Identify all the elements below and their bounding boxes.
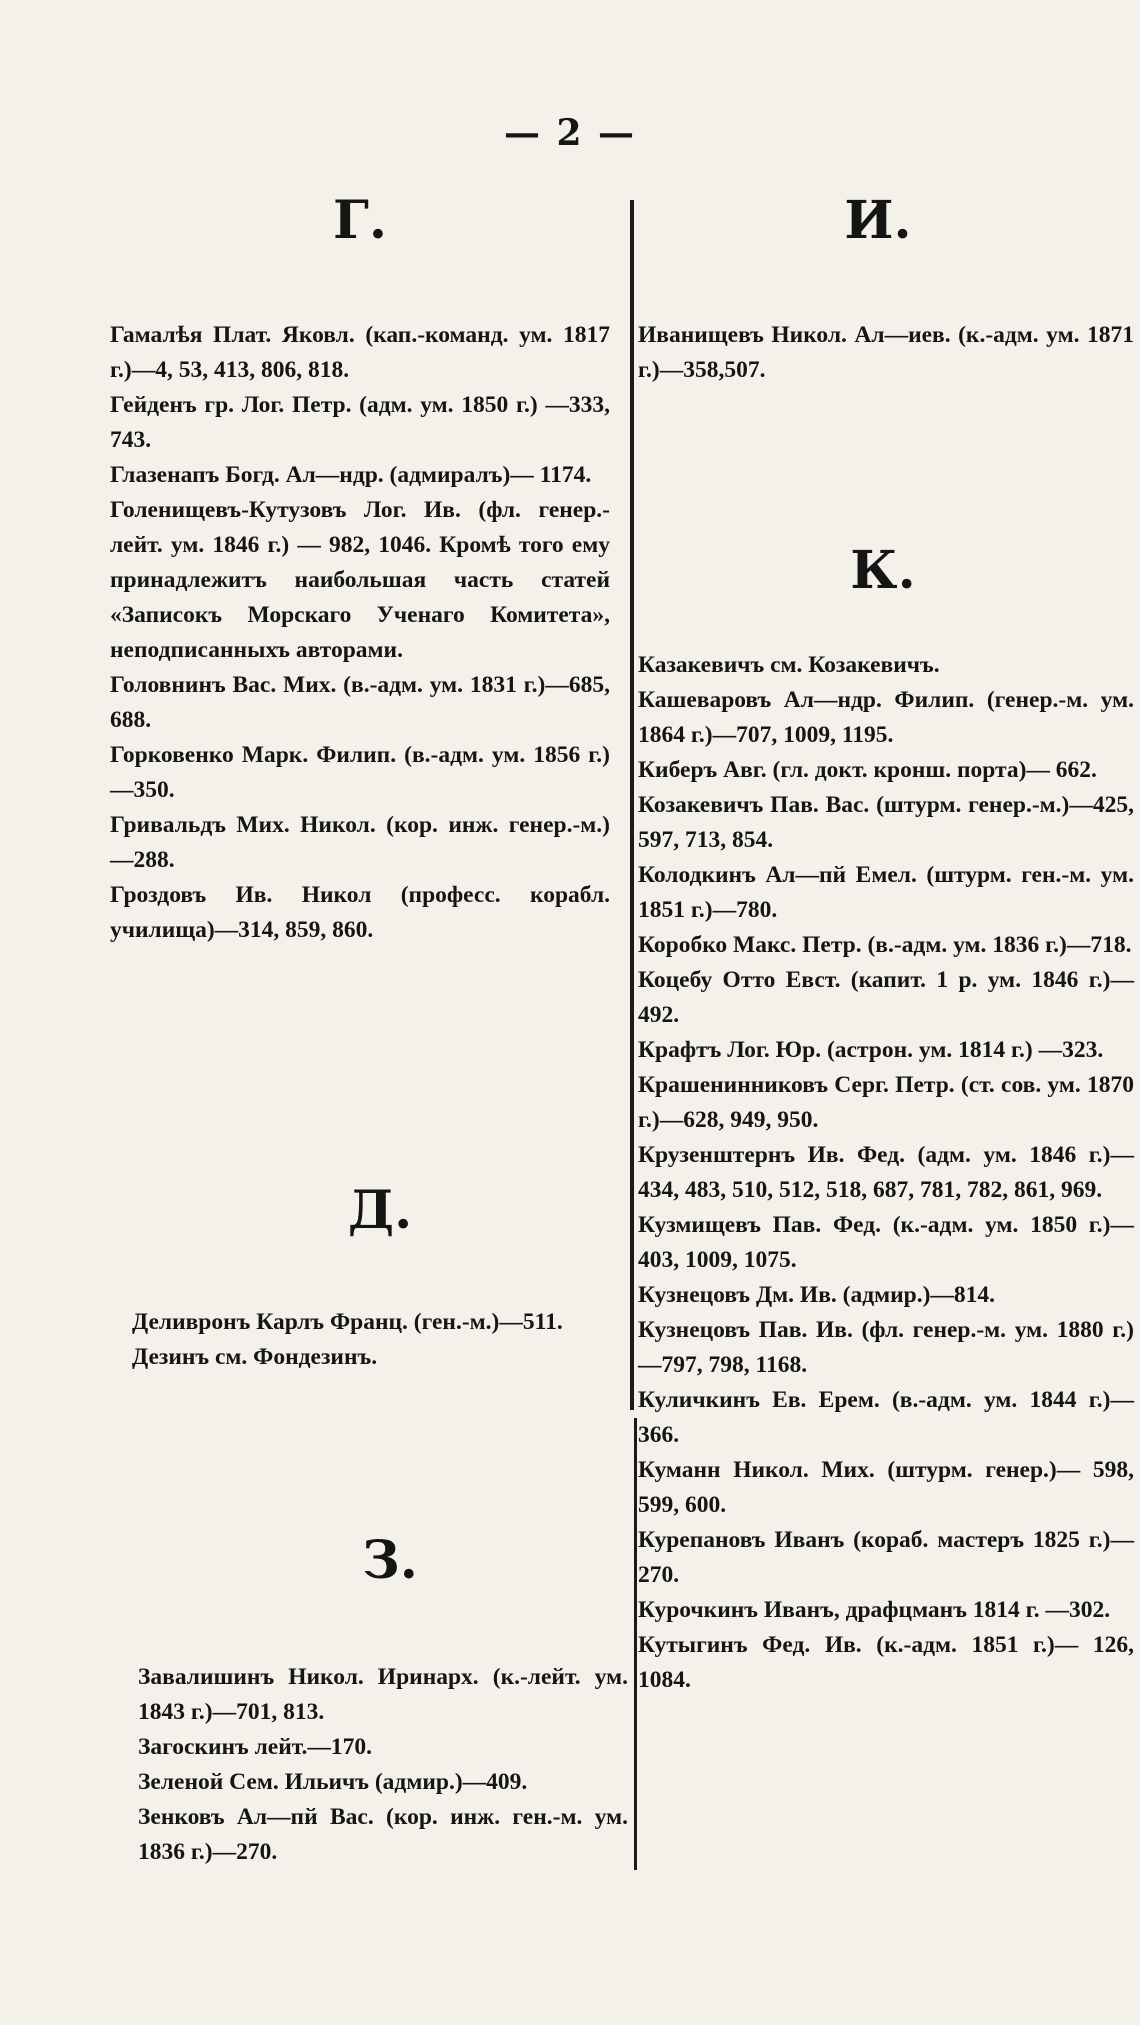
entry-kolodkin: Колодкинъ Ал—пй Емел. (штурм. ген.-м. ум. 1851 г.)—780. xyxy=(638,862,1134,923)
section-heading-g: Г. xyxy=(332,190,387,251)
entry-ivanishchev: Иванищевъ Никол. Ал—иев. (к.-адм. ум. 1871 г.)—358,507. xyxy=(638,322,1134,383)
entry-zenkov: Зенковъ Ал—пй Вас. (кор. инж. ген.-м. ум. 1836 г.)—270. xyxy=(138,1804,628,1865)
section-d-entries xyxy=(132,1305,632,1375)
entry-dezin: Дезинъ см. Фондезинъ. xyxy=(132,1344,378,1370)
entry-kulichkin: Куличкинъ Ев. Ерем. (в.-адм. ум. 1844 г.)—366. xyxy=(638,1387,1134,1448)
entry-kazakevich: Казакевичъ см. Козакевичъ. xyxy=(638,652,940,678)
entry-golenishchev-kutuzov: Голенищевъ-Кутузовъ Лог. Ив. (фл. генер.-лейт. ум. 1846 г.) — 982, 1046. Кромѣ того ему принадлежитъ наибольшая часть статей «Записокъ Морскаго Ученаго Комитета», неподписанныхъ авторами. xyxy=(110,497,610,663)
entry-gamaleya: Гамалѣя Плат. Яковл. (кап.-команд. ум. 1817 г.)—4, 53, 413, 806, 818. xyxy=(110,322,610,383)
entry-kuznetsov-pav: Кузнецовъ Пав. Ив. (фл. генер.-м. ум. 1880 г.)—797, 798, 1168. xyxy=(638,1317,1134,1378)
entry-kotsebu: Коцебу Отто Евст. (капит. 1 р. ум. 1846 г.)—492. xyxy=(638,967,1134,1028)
entry-kashevarov: Кашеваровъ Ал—ндр. Филип. (генер.-м. ум. 1864 г.)—707, 1009, 1195. xyxy=(638,687,1134,748)
entry-kraft: Крафтъ Лог. Юр. (астрон. ум. 1814 г.) —323. xyxy=(638,1037,1104,1063)
page-number: — 2 — xyxy=(503,112,637,154)
section-z-entries xyxy=(138,1660,628,1870)
column-divider xyxy=(630,200,634,1410)
section-heading-z: З. xyxy=(362,1530,418,1591)
entry-korobko: Коробко Макс. Петр. (в.-адм. ум. 1836 г.)—718. xyxy=(638,932,1132,958)
entry-kumann: Куманн Никол. Мих. (штурм. генер.)— 598, 599, 600. xyxy=(638,1457,1134,1518)
entry-zagoskin: Загоскинъ лейт.—170. xyxy=(138,1734,373,1760)
section-g-entries xyxy=(110,318,610,948)
column-divider-lower xyxy=(634,1418,637,1870)
section-i-entries xyxy=(638,318,1134,388)
entry-glazenap: Глазенапъ Богд. Ал—ндр. (адмиралъ)— 1174. xyxy=(110,462,592,488)
entry-geyden: Гейденъ гр. Лог. Петр. (адм. ум. 1850 г.) —333, 743. xyxy=(110,392,610,453)
entry-gorkovenko: Горковенко Марк. Филип. (в.-адм. ум. 1856 г.)—350. xyxy=(110,742,610,803)
section-heading-k: К. xyxy=(850,540,916,601)
entry-kutygin: Кутыгинъ Фед. Ив. (к.-адм. 1851 г.)— 126, 1084. xyxy=(638,1632,1134,1693)
entry-golovnin: Головнинъ Вас. Мих. (в.-адм. ум. 1831 г.)—685, 688. xyxy=(110,672,610,733)
entry-kurepanov: Курепановъ Иванъ (кораб. мастеръ 1825 г.)—270. xyxy=(638,1527,1134,1588)
entry-krasheninnikov: Крашенинниковъ Серг. Петр. (ст. сов. ум. 1870 г.)—628, 949, 950. xyxy=(638,1072,1134,1133)
entry-kuznetsov-dm: Кузнецовъ Дм. Ив. (адмир.)—814. xyxy=(638,1282,996,1308)
entry-kozakevich: Козакевичъ Пав. Вас. (штурм. генер.-м.)—425, 597, 713, 854. xyxy=(638,792,1134,853)
entry-zavalishin: Завалишинъ Никол. Иринарх. (к.-лейт. ум. 1843 г.)—701, 813. xyxy=(138,1664,628,1725)
entry-kiber: Киберъ Авг. (гл. докт. кронш. порта)— 662. xyxy=(638,757,1097,783)
entry-zelenoy: Зеленой Сем. Ильичъ (адмир.)—409. xyxy=(138,1769,528,1795)
entry-kruzenshtern: Крузенштернъ Ив. Фед. (адм. ум. 1846 г.)—434, 483, 510, 512, 518, 687, 781, 782, 861, 969. xyxy=(638,1142,1134,1203)
entry-kurochkin: Курочкинъ Иванъ, драфцманъ 1814 г. —302. xyxy=(638,1597,1111,1623)
section-heading-i: И. xyxy=(844,190,912,251)
section-heading-d: Д. xyxy=(347,1180,413,1241)
entry-grivald: Гривальдъ Мих. Никол. (кор. инж. генер.-м.)—288. xyxy=(110,812,610,873)
entry-grozdov: Гроздовъ Ив. Никол (професс. корабл. училища)—314, 859, 860. xyxy=(110,882,610,943)
entry-kuzmishchev: Кузмищевъ Пав. Фед. (к.-адм. ум. 1850 г.)—403, 1009, 1075. xyxy=(638,1212,1134,1273)
section-k-entries xyxy=(638,648,1134,1698)
entry-delivron: Деливронъ Карлъ Франц. (ген.-м.)—511. xyxy=(132,1309,563,1335)
